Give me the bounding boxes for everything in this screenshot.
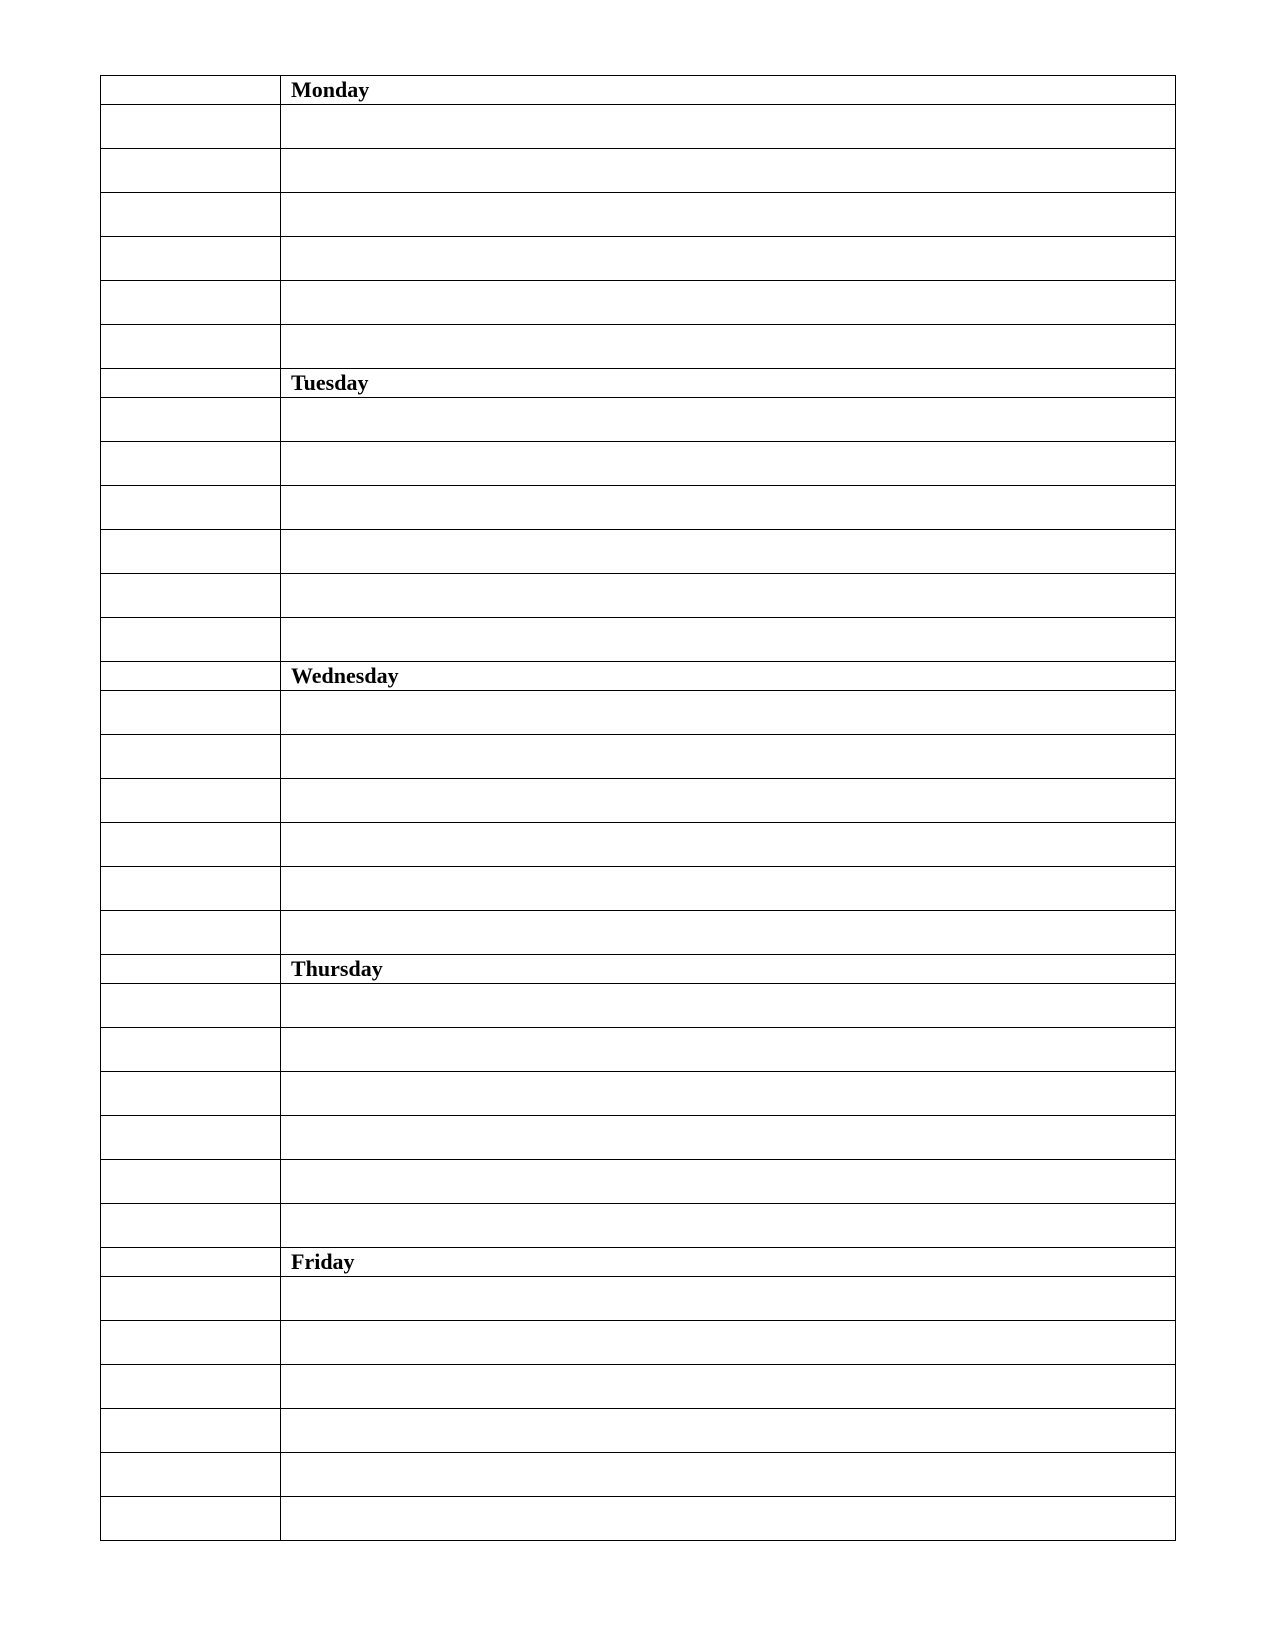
entry-row: [101, 281, 1176, 325]
entry-row: [101, 911, 1176, 955]
entry-cell[interactable]: [281, 1321, 1176, 1365]
entry-row: [101, 1321, 1176, 1365]
entry-row: [101, 105, 1176, 149]
entry-row: [101, 193, 1176, 237]
entry-cell[interactable]: [281, 1072, 1176, 1116]
entry-row: [101, 1028, 1176, 1072]
entry-cell[interactable]: [281, 823, 1176, 867]
time-cell[interactable]: [101, 1365, 281, 1409]
time-cell[interactable]: [101, 574, 281, 618]
time-cell[interactable]: [101, 1028, 281, 1072]
day-header-row-thursday: [101, 955, 1176, 984]
time-cell[interactable]: [101, 105, 281, 149]
time-cell[interactable]: [101, 530, 281, 574]
entry-row: [101, 1365, 1176, 1409]
day-header-time-cell: [101, 76, 281, 105]
day-header-row-monday: [101, 76, 1176, 105]
time-cell[interactable]: [101, 149, 281, 193]
day-title-friday: Friday: [281, 1248, 1176, 1277]
time-cell[interactable]: [101, 1321, 281, 1365]
entry-cell[interactable]: [281, 1204, 1176, 1248]
time-cell[interactable]: [101, 779, 281, 823]
entry-row: [101, 149, 1176, 193]
entry-row: [101, 984, 1176, 1028]
day-title-thursday: Thursday: [281, 955, 1176, 984]
entry-row: [101, 1072, 1176, 1116]
time-cell[interactable]: [101, 1204, 281, 1248]
entry-cell[interactable]: [281, 618, 1176, 662]
entry-cell[interactable]: [281, 237, 1176, 281]
entry-cell[interactable]: [281, 911, 1176, 955]
entry-row: [101, 574, 1176, 618]
time-cell[interactable]: [101, 1116, 281, 1160]
entry-cell[interactable]: [281, 691, 1176, 735]
entry-cell[interactable]: [281, 1497, 1176, 1541]
day-header-time-cell: [101, 1248, 281, 1277]
entry-cell[interactable]: [281, 574, 1176, 618]
entry-cell[interactable]: [281, 149, 1176, 193]
time-cell[interactable]: [101, 1277, 281, 1321]
day-title-wednesday: Wednesday: [281, 662, 1176, 691]
entry-cell[interactable]: [281, 325, 1176, 369]
entry-row: [101, 1453, 1176, 1497]
time-cell[interactable]: [101, 193, 281, 237]
time-cell[interactable]: [101, 1072, 281, 1116]
entry-cell[interactable]: [281, 735, 1176, 779]
entry-cell[interactable]: [281, 398, 1176, 442]
time-cell[interactable]: [101, 325, 281, 369]
weekly-planner-table: [100, 75, 1176, 1541]
time-cell[interactable]: [101, 735, 281, 779]
day-header-time-cell: [101, 955, 281, 984]
entry-row: [101, 237, 1176, 281]
entry-cell[interactable]: [281, 486, 1176, 530]
entry-row: [101, 1204, 1176, 1248]
entry-row: [101, 779, 1176, 823]
entry-cell[interactable]: [281, 1277, 1176, 1321]
entry-row: [101, 735, 1176, 779]
time-cell[interactable]: [101, 442, 281, 486]
entry-cell[interactable]: [281, 1365, 1176, 1409]
entry-cell[interactable]: [281, 1160, 1176, 1204]
time-cell[interactable]: [101, 823, 281, 867]
entry-row: [101, 486, 1176, 530]
time-cell[interactable]: [101, 1409, 281, 1453]
entry-cell[interactable]: [281, 1453, 1176, 1497]
entry-cell[interactable]: [281, 984, 1176, 1028]
day-header-row-wednesday: [101, 662, 1176, 691]
time-cell[interactable]: [101, 1453, 281, 1497]
entry-cell[interactable]: [281, 281, 1176, 325]
entry-row: [101, 1160, 1176, 1204]
day-header-time-cell: [101, 662, 281, 691]
entry-cell[interactable]: [281, 193, 1176, 237]
time-cell[interactable]: [101, 1497, 281, 1541]
entry-row: [101, 1277, 1176, 1321]
entry-cell[interactable]: [281, 1409, 1176, 1453]
planner-body: [101, 76, 1176, 1541]
day-header-row-friday: [101, 1248, 1176, 1277]
entry-row: [101, 1409, 1176, 1453]
entry-row: [101, 691, 1176, 735]
entry-cell[interactable]: [281, 530, 1176, 574]
day-title-monday: Monday: [281, 76, 1176, 105]
time-cell[interactable]: [101, 1160, 281, 1204]
day-header-row-tuesday: [101, 369, 1176, 398]
day-title-tuesday: Tuesday: [281, 369, 1176, 398]
time-cell[interactable]: [101, 237, 281, 281]
entry-cell[interactable]: [281, 442, 1176, 486]
entry-cell[interactable]: [281, 1028, 1176, 1072]
entry-cell[interactable]: [281, 1116, 1176, 1160]
entry-row: [101, 823, 1176, 867]
entry-row: [101, 325, 1176, 369]
time-cell[interactable]: [101, 911, 281, 955]
entry-row: [101, 1116, 1176, 1160]
entry-cell[interactable]: [281, 867, 1176, 911]
entry-row: [101, 867, 1176, 911]
entry-row: [101, 398, 1176, 442]
time-cell[interactable]: [101, 618, 281, 662]
entry-row: [101, 442, 1176, 486]
time-cell[interactable]: [101, 486, 281, 530]
time-cell[interactable]: [101, 398, 281, 442]
entry-row: [101, 618, 1176, 662]
entry-row: [101, 530, 1176, 574]
day-header-time-cell: [101, 369, 281, 398]
entry-cell[interactable]: [281, 779, 1176, 823]
time-cell[interactable]: [101, 867, 281, 911]
entry-cell[interactable]: [281, 105, 1176, 149]
time-cell[interactable]: [101, 281, 281, 325]
time-cell[interactable]: [101, 691, 281, 735]
time-cell[interactable]: [101, 984, 281, 1028]
entry-row: [101, 1497, 1176, 1541]
